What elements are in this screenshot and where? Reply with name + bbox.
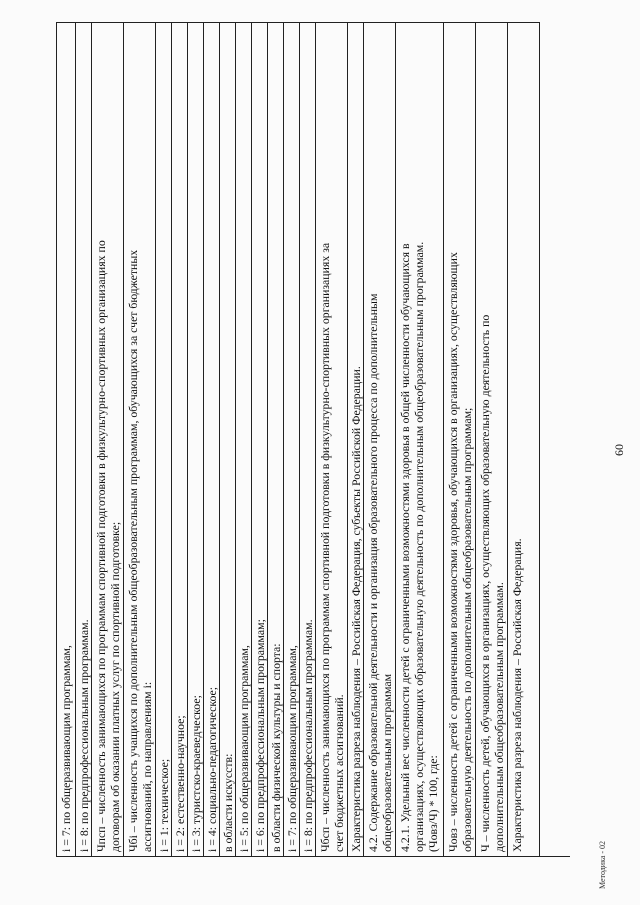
row-text: i = 8: по предпрофессиональным программам.	[77, 619, 91, 852]
row-text: счет бюджетных ассигнований.	[332, 694, 346, 852]
row-text: дополнительным общеобразовательным программам.	[492, 582, 506, 852]
row-text: (Човз/Ч) * 100, где:	[426, 755, 440, 852]
row-text: в области физической культуры и спорта:	[269, 643, 283, 852]
row-text: общеобразовательным программам	[380, 673, 394, 852]
row-text: i = 7: по общеразвивающим программам,	[59, 645, 73, 852]
row-text: Чпсп – численность занимающихся по программам спортивной подготовки в физкультурно-спортивных организациях по	[94, 240, 108, 852]
table-row	[316, 22, 348, 856]
row-text: i = 4: социально-педагогическое;	[205, 686, 219, 852]
table-row	[396, 22, 444, 856]
row-text: i = 3: туристско-краеведческое;	[189, 695, 203, 852]
table-row	[284, 22, 300, 856]
table-row	[476, 22, 508, 856]
table-row	[348, 22, 364, 856]
row-text: i = 2: естественно-научное;	[173, 715, 187, 852]
table-row	[236, 22, 252, 856]
table-row	[124, 22, 156, 856]
row-text: Ч – численность детей, обучающихся в организациях, осуществляющих образовательную деятельность по	[478, 314, 492, 852]
row-text: Характеристика разреза наблюдения – Российская Федерация.	[510, 538, 524, 852]
row-text: ассигнований, по направлениям i:	[140, 681, 154, 852]
row-text: организациях, осуществляющих образовательную деятельность по дополнительным общеобразовательным программам.	[412, 241, 426, 852]
table-row	[76, 22, 92, 856]
table-row	[92, 22, 124, 856]
table-row	[444, 22, 476, 856]
table-row	[300, 22, 316, 856]
row-text: договорам об оказании платных услуг по спортивной подготовке;	[108, 521, 122, 852]
row-text: i = 7: по общеразвивающим программам,	[285, 645, 299, 852]
row-text: 4.2.1. Удельный вес численности детей с ограниченными возможностями здоровья в общей численности обучающихся в	[398, 243, 412, 852]
row-text: в области искусств:	[221, 753, 235, 852]
table-row	[156, 22, 172, 856]
row-text: Характеристика разреза наблюдения – Российская Федерация, субъекты Российской Федерации.	[349, 366, 363, 852]
table-row	[268, 22, 284, 856]
indicator-table	[56, 23, 570, 857]
row-text: 4.2. Содержание образовательной деятельности и организация образовательного процесса по дополнительным	[366, 293, 380, 852]
row-text: образовательную деятельность по дополнительным общеобразовательным программам;	[460, 407, 474, 852]
row-text: i = 6: по предпрофессиональным программам;	[253, 619, 267, 852]
table-row	[252, 22, 268, 856]
footer-label: Методика - 02	[598, 840, 607, 889]
row-text: Чбi – численность учащихся по дополнительным общеобразовательным программам, обучающихся за счет бюджетных	[126, 249, 140, 852]
row-text: Човз – численность детей с ограниченными возможностями здоровья, обучающихся в организациях, осуществляющих	[446, 252, 460, 852]
page-number: 60	[612, 444, 626, 456]
table-row	[508, 22, 540, 856]
row-text: i = 8: по предпрофессиональным программам.	[301, 619, 315, 852]
table-row	[204, 22, 220, 856]
row-text: Чбсп – численность занимающихся по программам спортивной подготовки в физкультурно-спортивных организациях за	[318, 242, 332, 852]
table-row	[56, 22, 76, 856]
table-row	[172, 22, 188, 856]
table-row	[220, 22, 236, 856]
table-row	[188, 22, 204, 856]
row-text: i = 5: по общеразвивающим программам,	[237, 645, 251, 852]
table-row	[364, 22, 396, 856]
row-text: i = 1: техническое;	[157, 758, 171, 852]
